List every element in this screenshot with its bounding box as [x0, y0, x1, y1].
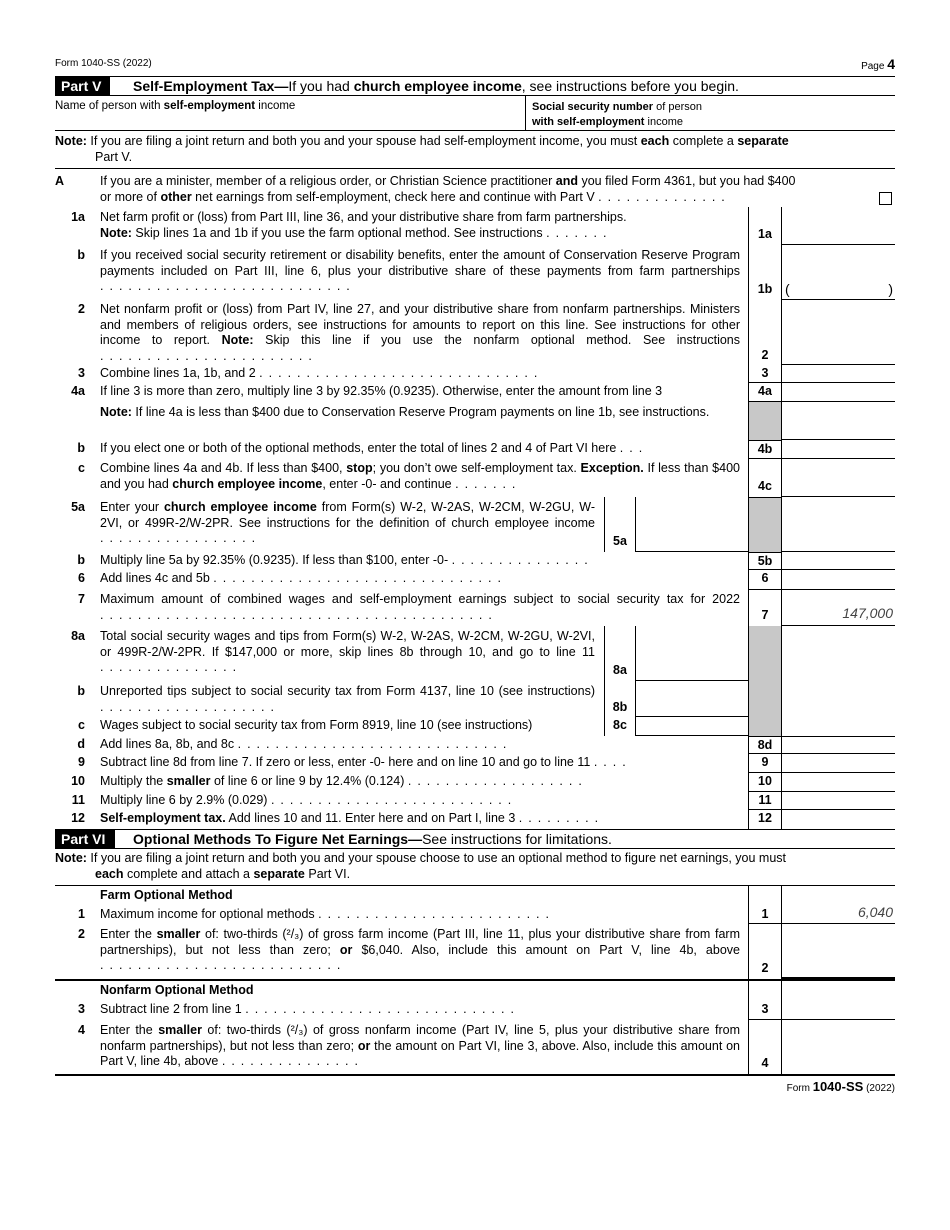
line-12: 12 Self-employment tax. Add lines 10 and 11. Enter here and on Part I, line 3 ......... 12 — [55, 810, 895, 829]
line-5a: 5a Enter your church employee income from Form(s) W-2, W-2AS, W-2CM, W-2GU, W-2VI, or 499R-2/W-2PR. See instructions for the definition of church employee income ................. 5a — [55, 497, 895, 552]
line-8d: d Add lines 8a, 8b, and 8c ............................. 8d — [55, 736, 895, 754]
form-page — [55, 54, 895, 1092]
part-vi-line-1: 1 Maximum income for optional methods ......................... 1 6,040 — [55, 905, 895, 924]
part-vi-line-3: 3 Subtract line 2 from line 1 ............................. 3 — [55, 1000, 895, 1020]
line-8c-input[interactable] — [636, 717, 748, 736]
line-5a-input[interactable] — [636, 497, 748, 552]
form-header — [55, 54, 895, 76]
line-2-input[interactable] — [782, 300, 895, 365]
nonfarm-optional-heading: Nonfarm Optional Method — [55, 979, 895, 1000]
line-a-checkbox[interactable] — [879, 192, 892, 205]
line-8d-input[interactable] — [782, 736, 895, 754]
form-footer: Form 1040-SS (2022) — [786, 1079, 895, 1094]
line-9: 9 Subtract line 8d from line 7. If zero or less, enter -0- here and on line 10 and go to line 11 .... 9 — [55, 754, 895, 773]
part-v-title: Self-Employment Tax—If you had church employee income, see instructions before you begin. — [133, 78, 739, 94]
line-10-input[interactable] — [782, 773, 895, 792]
part-vi-tag: Part VI — [55, 830, 115, 848]
line-9-input[interactable] — [782, 754, 895, 773]
part-vi-line-3-input[interactable] — [782, 1000, 895, 1020]
line-4c-input[interactable] — [782, 459, 895, 497]
ssn-field[interactable]: Social security number of person with self-employment income — [525, 96, 702, 130]
form-name: Form 1040-SS (2022) — [55, 58, 152, 69]
line-7: 7 Maximum amount of combined wages and self-employment earnings subject to social security tax for 2022 .......................................... 7 147,000 — [55, 590, 895, 626]
part-vi-line-2-input[interactable] — [782, 924, 895, 979]
line-a: A If you are a minister, member of a religious order, or Christian Science practitioner and you filed Form 4361, but you had $400 or more of other net earnings from self-employment, check here and continue with Part V .............. — [55, 169, 895, 207]
name-ssn-row — [55, 96, 895, 131]
line-4a-note: Note: If line 4a is less than $400 due to Conservation Reserve Program payments on line 1b, see instructions. — [55, 402, 895, 440]
line-1a: 1a Net farm profit or (loss) from Part III, line 36, and your distributive share from farm partnerships. Note: Skip lines 1a and 1b if you use the farm optional method. See instructions ....... 1a — [55, 207, 895, 245]
part-vi-line-2: 2 Enter the smaller of: two-thirds (²/₃) of gross farm income (Part III, line 11, plus your distributive share from farm partnerships), but not less than zero; or $6,040. Also, include this amount on Part V, line 4b, above .......................... 2 — [55, 924, 895, 979]
line-6-input[interactable] — [782, 570, 895, 590]
part-v-note: Note: If you are filing a joint return and both you and your spouse had self-employment income, you must each complete a separate Part V. — [55, 131, 895, 169]
part-v-header — [55, 76, 895, 96]
line-11-input[interactable] — [782, 792, 895, 810]
name-field[interactable]: Name of person with self-employment income — [55, 100, 296, 112]
line-4a-input[interactable] — [782, 383, 895, 402]
line-11: 11 Multiply line 6 by 2.9% (0.029) .......................... 11 — [55, 792, 895, 810]
part-vi-line-4: 4 Enter the smaller of: two-thirds (²/₃) of gross nonfarm income (Part IV, line 5, plus your distributive share from nonfarm partnerships), but not less than zero; or the amount on Part VI, line 3, above. Also, include this amount on Part V, line 4b, above ............... 4 — [55, 1020, 895, 1076]
part-vi-title: Optional Methods To Figure Net Earnings—See instructions for limitations. — [133, 831, 612, 847]
farm-optional-heading: Farm Optional Method — [55, 886, 895, 905]
line-3: 3 Combine lines 1a, 1b, and 2 .............................. 3 — [55, 365, 895, 383]
line-6: 6 Add lines 4c and 5b ............................... 6 — [55, 570, 895, 590]
part-v-tag: Part V — [55, 77, 110, 95]
line-4b-input[interactable] — [782, 440, 895, 459]
part-vi-header — [55, 829, 895, 849]
line-10: 10 Multiply the smaller of line 6 or line 9 by 12.4% (0.124) ................... 10 — [55, 773, 895, 792]
line-5b: b Multiply line 5a by 92.35% (0.9235). If less than $100, enter -0- ............... 5b — [55, 552, 895, 570]
line-2: 2 Net nonfarm profit or (loss) from Part IV, line 27, and your distributive share from nonfarm partnerships. Ministers and members of religious orders, see instructions for amounts to report on this line. See instructions for other income to report. Note: Skip this line if you use the nonfarm optional method. See instructions ....................... 2 — [55, 300, 895, 365]
line-4b: b If you elect one or both of the optional methods, enter the total of lines 2 and 4 of Part VI here ... 4b — [55, 440, 895, 459]
line-5b-input[interactable] — [782, 552, 895, 570]
line-1a-input[interactable] — [782, 207, 895, 245]
line-4a: 4a If line 3 is more than zero, multiply line 3 by 92.35% (0.9235). Otherwise, enter the amount from line 3 4a — [55, 383, 895, 402]
line-8c: c Wages subject to social security tax from Form 8919, line 10 (see instructions) 8c — [55, 717, 895, 736]
line-7-value: 147,000 — [782, 590, 895, 626]
line-3-input[interactable] — [782, 365, 895, 383]
part-vi-note: Note: If you are filing a joint return and both you and your spouse choose to use an optional method to figure net earnings, you must each complete and attach a separate Part VI. — [55, 849, 895, 886]
line-8a: 8a Total social security wages and tips from Form(s) W-2, W-2AS, W-2CM, W-2GU, W-2VI, or 499R-2/W-2PR. If $147,000 or more, skip lines 8b through 10, and go to line 11 ............... 8a — [55, 626, 895, 681]
line-8a-input[interactable] — [636, 626, 748, 681]
line-1b-input[interactable]: ( ) — [782, 245, 895, 300]
page-number: Page 4 — [861, 56, 895, 72]
line-4c: c Combine lines 4a and 4b. If less than $400, stop; you don’t owe self-employment tax. Exception. If less than $400 and you had church employee income, enter -0- and continue ....... 4c — [55, 459, 895, 497]
line-8b-input[interactable] — [636, 681, 748, 717]
line-8b: b Unreported tips subject to social security tax from Form 4137, line 10 (see instructions) ................... 8b — [55, 681, 895, 717]
line-1b: b If you received social security retirement or disability benefits, enter the amount of Conservation Reserve Program payments included on Part III, line 6, plus your distributive share of these payments from farm partnerships ........................... 1b ( ) — [55, 245, 895, 300]
part-vi-line-4-input[interactable] — [782, 1020, 895, 1074]
part-vi-line-1-value: 6,040 — [782, 905, 895, 924]
line-12-input[interactable] — [782, 810, 895, 829]
